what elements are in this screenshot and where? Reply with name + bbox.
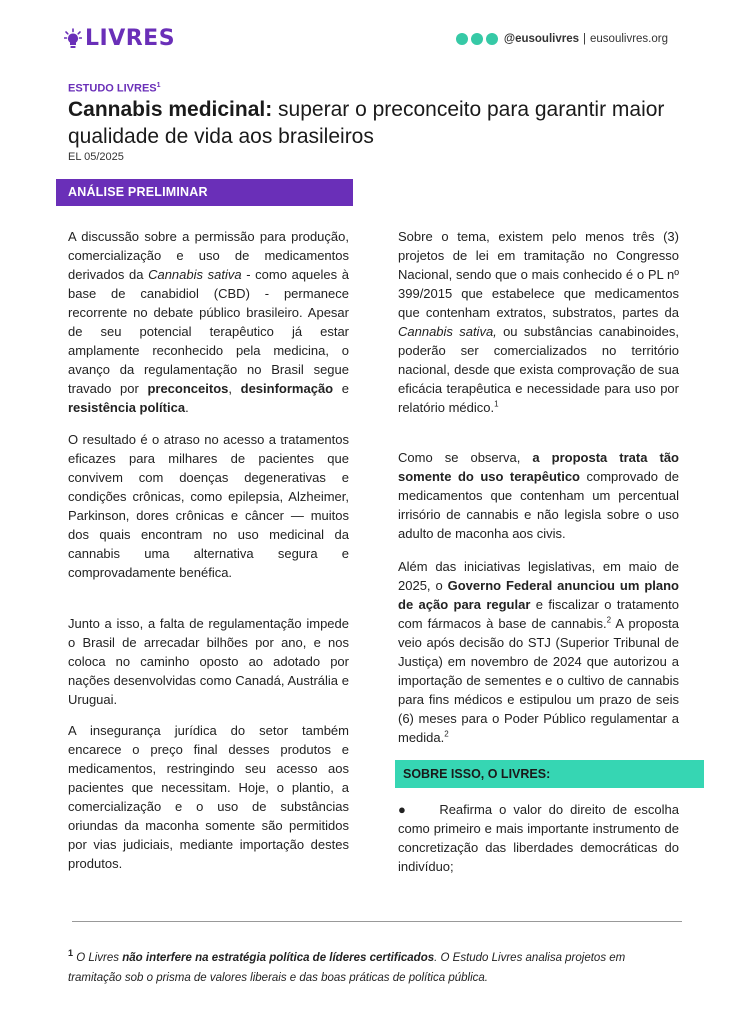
col2-paragraph-1: Sobre o tema, existem pelo menos três (3) projetos de lei em tramitação no Congresso Nacional, sendo que o mais conhecido é o PL nº 399/2015 que estabelece que medicamentos que contenham extratos, substratos, partes da Cannabis sativa, ou substâncias canabinoides, poderão ser comercializados no território nacional, desde que exista comprovação de sua eficácia terapêutica e necessidade para uso por relatório médico.$^1$: [398, 229, 679, 415]
social-handle[interactable]: @eusoulivres: [503, 33, 580, 45]
footnote-ref[interactable]: 2: [606, 615, 612, 625]
lightbulb-icon: [64, 28, 82, 50]
col2-paragraph-3: Além das iniciativas legislativas, em maio de 2025, o Governo Federal anunciou um plano de ação para regular e fiscalizar o tratamento com fármacos à base de cannabis.$^2$ A proposta veio após decisão do STJ (Superior Tribunal de Justiça) em novembro de 2024 que autorizou a importação de sementes e o cultivo de cannabis para fins médicos e estipulou um prazo de seis (6) meses para o Poder Público regulamentar a medida.$^2$: [398, 559, 679, 745]
social-links: [456, 33, 668, 45]
separator: |: [583, 33, 587, 45]
website-link[interactable]: eusoulivres.org: [590, 33, 668, 45]
footnote: $^1$ O Livres não interfere na estratégia política de líderes certificados. O Estudo Livres analisa projetos em tramitação sob o prisma de valores liberais e das boas práticas de política pública.: [68, 948, 626, 984]
livres-logo: [64, 26, 175, 51]
document-kicker: ESTUDO LIVRES$^1$: [68, 82, 161, 95]
section-header-sobre-isso: [395, 760, 704, 788]
chat-icon[interactable]: [456, 33, 468, 45]
facebook-icon[interactable]: [471, 33, 483, 45]
kicker-footnote-marker[interactable]: 1: [156, 82, 161, 89]
section-label: SOBRE ISSO, O LIVRES:: [403, 767, 551, 781]
col2-paragraph-2: Como se observa, a proposta trata tão somente do uso terapêutico comprovado de medicamentos que contenham um percentual irrisório de cannabis e não legisla sobre o uso adulto de maconha aos civis.: [398, 450, 679, 541]
footnote-ref[interactable]: 2: [444, 729, 449, 739]
col1-paragraph-2: O resultado é o atraso no acesso a tratamentos eficazes para milhares de pacientes que convivem com doenças degenerativas e condições crônicas, como epilepsia, Alzheimer, Parkinson, dores crônicas e câncer — muitos dos quais encontram no uso medicinal da cannabis uma alternativa segura e comprovadamente benéfica.: [68, 432, 349, 580]
footnote-ref[interactable]: 1: [494, 399, 499, 409]
footer-divider: [72, 921, 682, 922]
col1-paragraph-3: Junto a isso, a falta de regulamentação impede o Brasil de arrecadar bilhões por ano, e nos coloca no caminho oposto ao adotado por nações desenvolvidas como Canadá, Austrália e Uruguai.: [68, 616, 349, 707]
col1-paragraph-4: A insegurança jurídica do setor também encarece o preço final desses produtos e medicamentos, restringindo seu acesso aos pacientes que necessitam. Hoje, o plantio, a comercialização e o uso de substâncias oriundas da maconha somente são permitidos por vias judiciais, mediante importação destes produtos.: [68, 723, 349, 871]
document-code: EL 05/2025: [68, 151, 124, 163]
section-header-analise: [56, 179, 353, 206]
col1-paragraph-1: A discussão sobre a permissão para produção, comercialização e uso de medicamentos derivados da Cannabis sativa - como aqueles à base de canabidiol (CBD) - permanece recorrente no debate público brasileiro. Apesar de seu potencial terapêutico já estar amplamente reconhecido pela medicina, o avanço da regulamentação no Brasil segue travado por preconceitos, desinformação e resistência política.: [68, 229, 350, 415]
section-label: ANÁLISE PRELIMINAR: [68, 185, 208, 199]
page-title: Cannabis medicinal: superar o preconceito para garantir maior qualidade de vida aos brasileiros: [68, 98, 665, 148]
bullet-item: ● Reafirma o valor do direito de escolha como primeiro e mais importante instrumento de concretização das liberdades democráticas do indivíduo;: [398, 802, 679, 874]
bullet-icon: ●: [398, 802, 410, 817]
logo-text: LIVRES: [85, 26, 176, 51]
instagram-icon[interactable]: [486, 33, 498, 45]
